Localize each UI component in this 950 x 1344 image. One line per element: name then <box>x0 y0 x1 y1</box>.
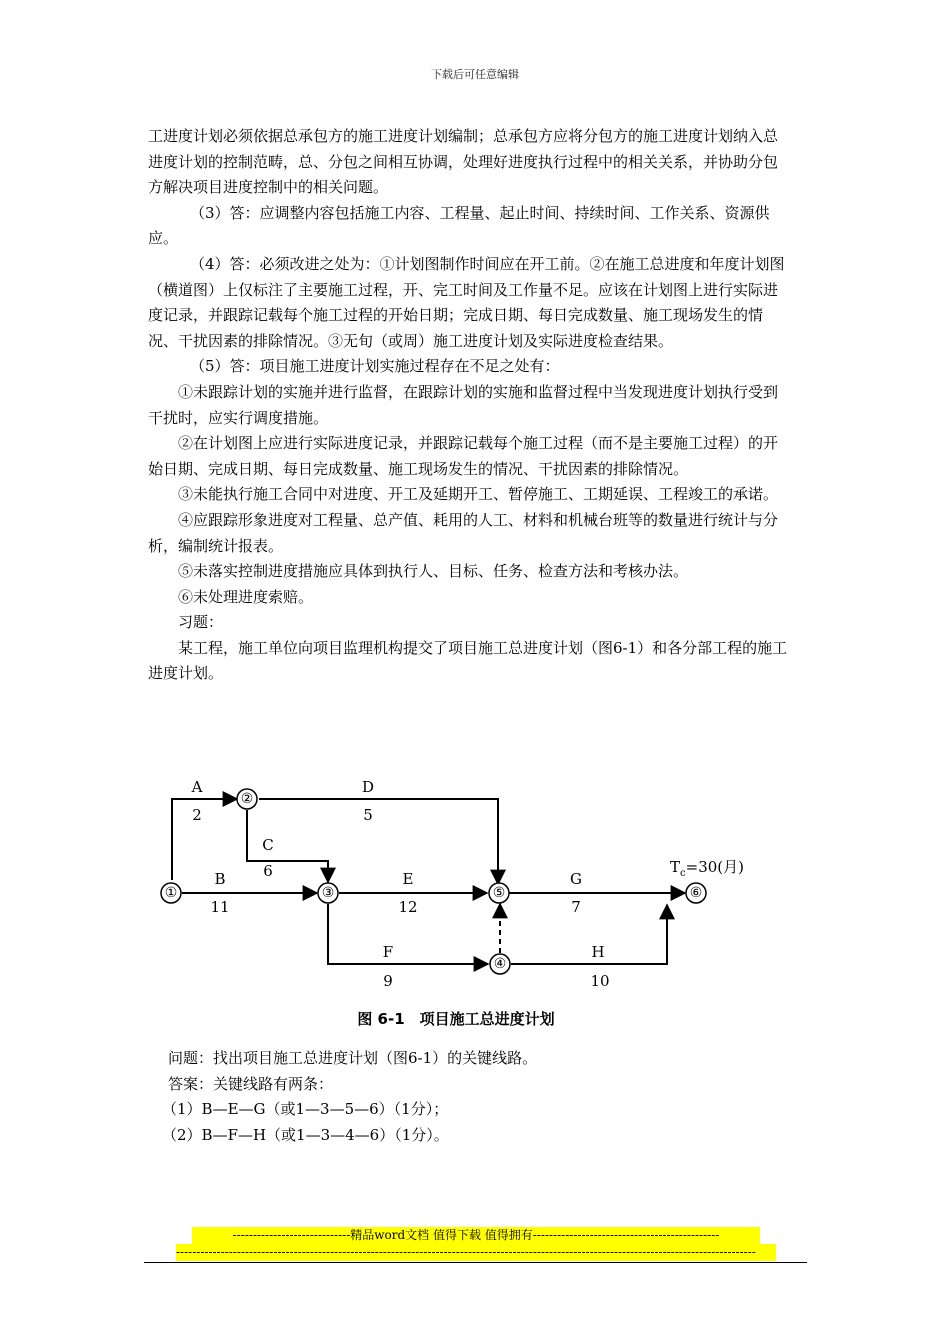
arrow-c <box>247 810 328 882</box>
activity-name: D <box>361 778 375 796</box>
question-text: 问题：找出项目施工总进度计划（图6-1）的关键线路。 <box>168 1049 538 1067</box>
activity-name: F <box>382 943 394 961</box>
activity-name: E <box>402 870 414 888</box>
activity-duration: 10 <box>590 972 610 990</box>
paragraph: （5）答：项目施工进度计划实施过程存在不足之处有： <box>190 357 560 376</box>
activity-duration: 5 <box>363 806 373 824</box>
paragraph: ①未跟踪计划的实施并进行监督，在跟踪计划的实施和监督过程中当发现进度计划执行受到干扰时，应实行调度措施。 <box>148 382 779 427</box>
paragraph: ③未能执行施工合同中对进度、开工及延期开工、暂停施工、工期延误、工程竣工的承诺。 <box>178 485 779 504</box>
node-label: ④ <box>493 956 507 972</box>
node-label: ① <box>164 885 178 901</box>
answer-text: 答案：关键线路有两条： <box>168 1074 334 1093</box>
activity-name: G <box>570 870 582 888</box>
paragraph: ⑥未处理进度索赔。 <box>178 587 314 606</box>
paragraph: （3）答：应调整内容包括施工内容、工程量、起止时间、持续时间、工作关系、资源供应。 <box>148 203 770 248</box>
activity-duration: 12 <box>398 898 418 916</box>
arrow-a <box>172 799 237 880</box>
question-answer <box>162 1046 788 1148</box>
tc-label: $T_c=30$(月) <box>670 858 744 879</box>
paragraph: ④应跟踪形象进度对工程量、总产值、耗用的人工、材料和机械台班等的数量进行统计与分析，编制统计报表。 <box>148 510 779 555</box>
answer-line: （2）B—F—H（或1—3—4—6）（1分）。 <box>162 1125 449 1144</box>
footer-dashes: ----------------------------------------------------------------------------------------------------------------------------------------------- <box>176 1244 776 1261</box>
network-diagram-svg <box>150 768 790 1038</box>
paragraph: ⑤未落实控制进度措施应具体到执行人、目标、任务、检查方法和考核办法。 <box>178 562 689 581</box>
node-label: ② <box>240 791 254 807</box>
activity-name: B <box>214 870 226 888</box>
activity-duration: 9 <box>383 972 393 990</box>
footer-banner: -----------------------------精品word文档 值得下载 值得拥有---------------------------------------------- <box>192 1227 760 1244</box>
activity-duration: 11 <box>210 898 230 916</box>
figure-caption: 图 6-1 项目施工总进度计划 <box>357 1010 555 1028</box>
activity-duration: 2 <box>192 806 202 824</box>
node-label: ③ <box>321 885 335 901</box>
node-label: ⑥ <box>689 885 703 901</box>
body-text <box>148 124 788 687</box>
activity-duration: 6 <box>263 862 273 880</box>
arrow-d <box>259 799 498 884</box>
paragraph: ②在计划图上应进行实际进度记录，并跟踪记载每个施工过程（而不是主要施工过程）的开始日期、完成日期、每日完成数量、施工现场发生的情况、干扰因素的排除情况。 <box>148 434 779 478</box>
page-header: 下载后可任意编辑 <box>431 68 519 81</box>
footer-rule <box>144 1262 807 1263</box>
arrow-h <box>511 905 667 964</box>
activity-duration: 7 <box>571 898 581 916</box>
activity-name: C <box>262 836 274 854</box>
network-diagram <box>150 768 790 1038</box>
answer-line: （1）B—E—G（或1—3—5—6）（1分）； <box>162 1100 449 1119</box>
paragraph: 习题： <box>178 613 224 632</box>
node-label: ⑤ <box>492 885 506 901</box>
paragraph: （4）答：必须改进之处为：①计划图制作时间应在开工前。②在施工总进度和年度计划图（横道图）上仅标注了主要施工过程，开、完工时间及工作量不足。应该在计划图上进行实际进度记录，并跟踪记载每个施工过程的开始日期；完成日期、每日完成数量、施工现场发生的情况、干扰因素的排除情况。③无旬（或周）施工进度计划及实际进度检查结果。 <box>148 254 785 350</box>
paragraph: 某工程，施工单位向项目监理机构提交了项目施工总进度计划（图6-1）和各分部工程的施工进度计划。 <box>148 638 788 683</box>
paragraph: 工进度计划必须依据总承包方的施工进度计划编制；总承包方应将分包方的施工进度计划纳入总进度计划的控制范畴，总、分包之间相互协调，处理好进度执行过程中的相关关系，并协助分包方解决项目进度控制中的相关问题。 <box>148 127 779 197</box>
activity-name: H <box>591 943 605 961</box>
activity-name: A <box>191 778 203 796</box>
